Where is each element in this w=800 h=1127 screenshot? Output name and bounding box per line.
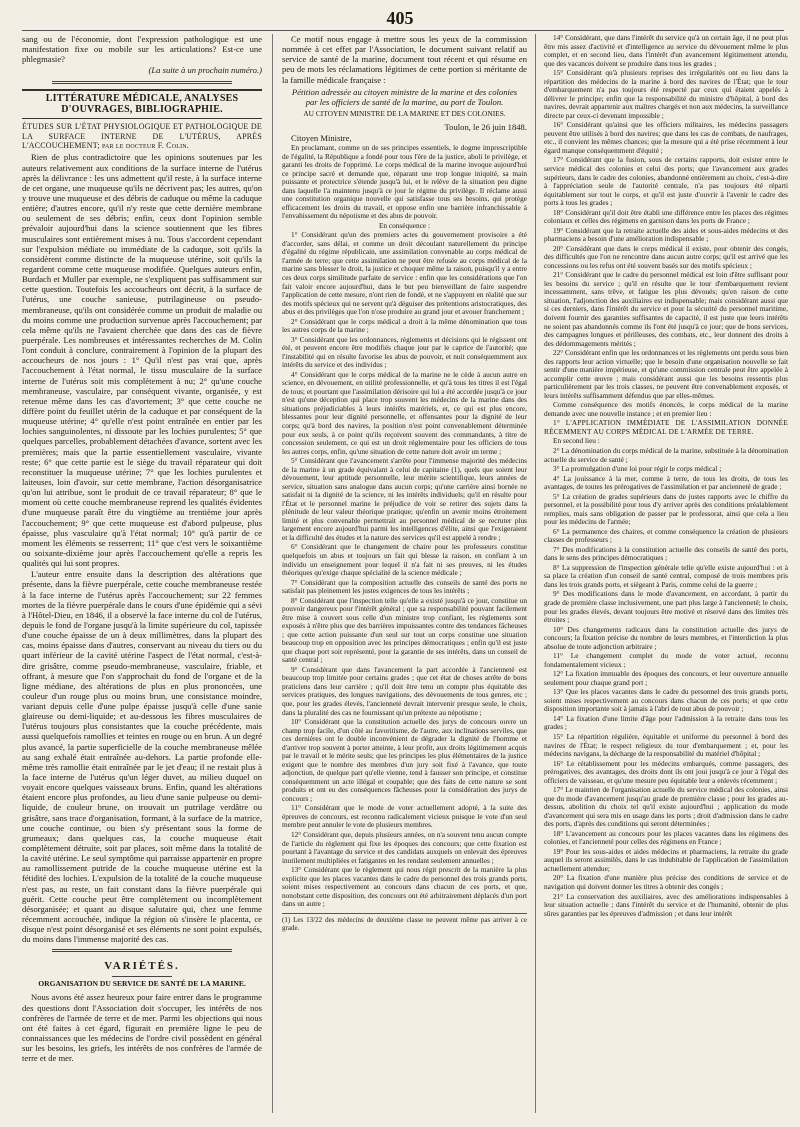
petition-paragraph: 2° Considérant que le corps médical a droit à la même dénomination que tous les autres corps de la marine ; <box>282 316 527 335</box>
top-rule <box>22 30 784 31</box>
petition-paragraph: 6° Considérant que le changement de chaire pour les professeurs constitue quelquefois un abus et toujours un fait qui blesse la raison, en confiant à un individu un enseignement pour lequel il n'a fait ni ses preuves, ni les études théoriques qu'exige chaque spécialité de la science médicale ; <box>282 542 527 578</box>
petition-paragraph: 5° Considérant que l'avancement s'arrête pour l'immense majorité des médecins de la marine à un grade équivalant à celui de capitaine (1), quels que soient leur dévouement, leur aptitude personnelle, leur mérite scientifique, leurs années de service, situation sans analogue dans aucun corps; qu'une carrière ainsi bornée ne satisfait ni la dignité de la science, ni les intérêts individuels; qu'il en résulte pour l'État et le personnel marine le préjudice de voir se retirer des sujets dans la plénitude de leur valeur théorique pratique; qu'enfin un avenir moins étroitement limité et plus convenable permettrait au personnel médical de se recruter plus largement encore aujourd'hui parmi les intelligences d'élite, ainsi que l'exigeraient et la difficulté des études et la nature des services qu'il est appelé à rendre ; <box>282 456 527 542</box>
column-3 <box>544 34 788 1113</box>
continuation-note: (La suite à un prochain numéro.) <box>148 65 262 76</box>
demand-paragraph: 20° Considérant que dans le corps médical il existe, pour obtenir des congés, des difficultés que l'on ne rencontre dans aucun autre corps; qu'il est arrivé que les concessions ou les refus ont été souvent basés sur des motifs spécieux ; <box>544 243 788 270</box>
divider <box>52 949 232 952</box>
article-paragraph: Rien de plus contradictoire que les opinions soutenues par les auteurs relativement aux conditions de la surface interne de l'utérus après la délivrance : les uns admettent qu'il reste, à la surface interne de cet organe, une muqueuse qu'ils ne décrivent pas; les autres, qu'on y trouve une muqueuse et des débris de caduque ou même la caduque entière; d'autres encore, qu'il n'y reste que cette dernière membrane ou seulement de ses débris; enfin, ceux dont l'opinion semble prévaloir aujourd'hui dans la science soutiennent que les fibres musculaires sont entièrement mises à nu. Tous s'accordent cependant sur l'expulsion médiate ou immédiate de la caduque, soit qu'ils la considèrent comme distincte de la muqueuse utérine, soit qu'ils la regardent comme cette muqueuse modifiée. Quelques auteurs enfin, Burdach et Muller par exemple, ne s'expliquent pas suffisamment sur cette question. Toutefois les accoucheurs ont décrit, à la surface de l'utérus, une couche sanieuse, putrilagineuse ou pseudo-membraneuse, qu'ils ont considérée comme un produit de maladie ou du moins comme une production survenue après l'accouchement; par cela même qu'ils ne l'avaient cherchée que dans des cas de fièvre puerpérale. Les nombreuses et intéressantes recherches de M. Colin l'ont conduit à conclure, contrairement à l'opinion de la plupart des accoucheurs de nos jours : 1° Qu'il n'est pas vrai que, après l'accouchement à l'état normal, le tissu musculaire de la surface interne de l'utérus soit mis complètement à nu; 2° qu'une couche membraneuse, vasculaire, par conséquent vivante, organisée, y est retenue même dans les cas d'avortement; 3° que cette couche ne diffère point du feuillet utérin de la caduque et par conséquent de la muqueuse utérine; 4° qu'elle n'est point entraînée en entier par les lochies sanguinolentes, ni dissoute par les lochies purulentes; 5° que quelques parcelles, probablement détachées d'avance, sortent avec les premières; mais que la partie essentiellement vasculaire, vivante reste; 6° que cette partie est le siège du travail réparateur qui doit reconstituer la muqueuse utérine; 7° que les lochies purulentes et laiteuses, loin d'avoir, sur cette membrane, l'action désorganisatrice qu'on lui attribue, sont le produit de ce travail réparateur; 8° que le moment où cette couche membraneuse reprend les qualités évidentes d'une muqueuse paraît être du vingtième au trentième jour après l'accouchement; 9° que cette muqueuse est d'abord pulpeuse, plus épaisse, plus vasculaire qu'à l'état normal; 10° qu'à partir de ce moment les éléments se resserrent; 11° que c'est vers le soixantième ou soixante-dixième jour après l'accouchement qu'elle a repris les qualités qui lui sont propres. <box>22 152 262 569</box>
petition-paragraph: 8° Considérant que l'inspection telle qu'elle a existé jusqu'à ce jour, constitue un pouvoir dangereux pour l'intérêt général ; que sa responsabilité pouvant facilement être mise à couvert sous celle d'un ministre trop confiant, les règlements sont exposés à n'être plus que des barrières impuissantes contre des tendances fâcheuses ; que cette action puissante d'un seul sur tout un corps constitue une situation beaucoup trop en opposition avec les principes démocratiques ; enfin qu'il est juste que chaque port soit représenté, pour la garantie de ses intérêts, dans un conseil de santé central ; <box>282 595 527 665</box>
demand-paragraph: 15° Considérant qu'à plusieurs reprises des irrégularités ont eu lieu dans la répartition des médecins de la marine à bord des navires de l'État; que le tour d'embarquement n'a pas toujours été respecté par ceux qui étaient appelés à délivrer le principe; enfin que la responsabilité du ministre d'hôpital, à bord des navires, devrait appartenir aux maîtres chargés et non aux médecins, la surveillance directe par ceux-ci devenant impossible ; <box>544 68 788 120</box>
demand-paragraph: 13° Que les places vacantes dans le cadre du personnel des trois grands ports, soient mises respectivement au concours dans chacun de ces ports; et que cette disposition importante soit à jamais à l'abri de tout abus de pouvoir ; <box>544 687 788 714</box>
demand-paragraph: Comme conséquence des motifs énoncés, le corps médical de la marine demande avec une nouvelle instance ; et en premier lieu : <box>544 400 788 418</box>
divider <box>112 976 172 977</box>
page-number: 405 <box>386 8 414 28</box>
petition-paragraph: 10° Considérant que la constitution actuelle des jurys de concours ouvre un champ trop facile, d'un côté au favoritisme, de l'autre, aux inclinations serviles, que ces dernières ont le double inconvénient de dégrader la dignité de l'homme et d'arriver trop souvent à porter atteinte, à leur profit, aux droits légitimement acquis par le travail et le mérite seuls; que les principes les plus élémentaires de la justice exigent que le nombre des membres d'un jury soit fixé à l'avance, que toute adjonction, de quelque part qu'elle vienne, tend à fausser son principe, et constitue conséquemment un acte illégal et coupable; que des faits de cette nature se sont produits et ont eu des conséquences fâcheuses pour la considération des jurys de concours ; <box>282 717 527 803</box>
petition-paragraph: 7° Considérant que la composition actuelle des conseils de santé des ports ne satisfait pas pleinement les justes exigences de tous les intérêts ; <box>282 577 527 596</box>
demand-paragraph: 18° Considérant qu'il doit être établi une différence entre les places des régimes coloniaux et celles des régimens en garnison dans les ports de France ; <box>544 207 788 226</box>
column-separator <box>272 34 273 1113</box>
demand-paragraph: 20° La fixation d'une manière plus précise des conditions de service et de navigation qui doivent donner les titres à obtenir des congés ; <box>544 873 788 891</box>
column-separator <box>535 34 536 1113</box>
article-title: ÉTUDES SUR L'ÉTAT PHYSIOLOGIQUE ET PATHOLOGIQUE DE LA SURFACE INTERNE DE L'UTÉRUS, APRÈS L'ACCOUCHEMENT; par le docteur F. Colin. <box>22 122 262 151</box>
demand-paragraph: 14° Considérant, que dans l'intérêt du service qu'à un certain âge, il ne peut plus être mis assez d'activité et d'intelligence au service du dévouement même le plus complet, et en second lieu, dans l'intérêt d'un avancement légitimement attendu, que des vacances doivent se produire dans tous les grades ; <box>544 34 788 68</box>
petition-paragraph: 12° Considérant que, depuis plusieurs années, on n'a souvent tenu aucun compte de l'article du règlement qui fixe les époques des concours; que cette fixation est pourtant à l'avantage du service et des candidats auxquels on enlevait des épreuves inutilement multipliées et fatigantes en les rendant seulement annuelles ; <box>282 829 527 865</box>
petition-paragraph: 1° Considérant qu'un des premiers actes du gouvernement provisoire a été d'accorder, sans délai, et comme un droit découlant naturellement du principe d'égalité du régime républicain, une assimilation convenable au corps médical de l'armée de terre; que cette assimilation ne peut être refusée au corps médical de la marine sans blesser le droit, la justice et choquer même la raison, puisqu'il y a entre ces deux corps similitude parfaite de service : enfin que les considérations que l'on fait valoir encore aujourd'hui, dans le but peu bienveillant de faire suspendre l'application de cette mesure, n'ont rien de fondé, et ne s'appuyent en réalité que sur des motifs spécieux qui ne servent qu'à déguiser des prétentions aristocratiques, des abus et des privilèges que l'on n'ose produire au grand jour et avouer franchement ; <box>282 230 527 317</box>
demand-paragraph: 6° La permanence des chaires, et comme conséquence la création de plusieurs classes de professeurs ; <box>544 526 788 545</box>
petition-intro: Ce motif nous engage à mettre sous les yeux de la commission nommée à cet effet par l'Association, le document suivant relatif au service de santé de la marine, document tout récent et qui résume en peu de mots les réclamations légitimes de cette portion si méritante de la famille médicale française : <box>282 34 527 85</box>
demand-paragraph: 17° Considérant que la fusion, sous de certains rapports, doit exister entre le service médical des colonies et celui des ports; que l'avancement aux grades supérieurs, dans le cadre des colonies, abandonné entièrement au choix, c'est-à-dire à l'appréciation seule de l'autorité centrale, n'a pas toujours été réparti équitablement sur tout le corps, et qu'il est juste d'ouvrir à l'avenir le cadre des ports à tous les grades ; <box>544 155 788 208</box>
column-1 <box>22 34 262 1113</box>
footnote: (1) Les 13/22 des médecins de deuxième classe ne peuvent même pas arriver à ce grade. <box>282 913 527 932</box>
demand-paragraph: 16° Le rétablissement pour les médecins embarqués, comme passagers, des prérogatives, des avantages, des droits dont ils ont joui jusqu'à ce jour à l'égal des officiers de vaisseau, et qu'une mesure peu équitable leur a enlevés récemment ; <box>544 758 788 785</box>
addressee: AU CITOYEN MINISTRE DE LA MARINE ET DES COLONIES. <box>303 108 506 118</box>
demand-paragraph: 16° Considérant qu'ainsi que les officiers militaires, les médecins passagers peuvent être utilisés à bord des navires; que dans les cas de combats, de naufrages, etc., il convient les mêmes chances; que la mesure qui a été prise récemment à leur égard manque conséquemment d'équité ; <box>544 120 788 155</box>
petition-heading: Pétition adressée au citoyen ministre de la marine et des colonies par les officiers de santé de la marine, au port de Toulon. <box>291 86 518 107</box>
varietes-title: VARIÉTÉS. <box>104 960 180 973</box>
petition-paragraph: 4° Considérant que le corps médical de la marine ne le cède à aucun autre en science, en dévouement, en utilité professionnelle, et qu'à tous les titres il est l'égal de tous; et pourtant que l'assimilation dérisoire qui lui a été accordée jusqu'à ce jour n'est qu'une déception qui place trop souvent les médecins de la marine dans des situations préjudiciables à leurs intérêts matériels, et, ce qui est plus encore, blessantes pour leur dignité personnelle, et offensantes pour la dignité de leur corps; qu'à bord des navires, la position n'est point convenablement déterminée pour eux seuls, à ce point qu'ils reçoivent souvent des commandants, à titre de concession seulement, ce qui est un droit réglementaire pour les officiers de tous les autres corps, enfin, qu'une situation de cette nature doit avoir un terme ; <box>282 369 527 456</box>
demand-paragraph: 10° Des changements radicaux dans la constitution actuelle des jurys de concours; la fixation précise du nombre de leurs membres, et l'interdiction la plus absolue de toute adjonction arbitraire ; <box>544 624 788 651</box>
salutation: Citoyen Ministre, <box>291 132 352 143</box>
varietes-subtitle: ORGANISATION DU SERVICE DE SANTÉ DE LA MARINE. <box>38 979 246 989</box>
intro-paragraph: sang ou de l'économie, dont l'expression pathologique est une manifestation fixe ou mobile sur les articulations? Est-ce une phlegmasie? <box>22 34 262 65</box>
demand-paragraph: 18° L'avancement au concours pour les places vacantes dans les régimens des colonies, et l'ancienneté pour celles des régimens en France ; <box>544 828 788 847</box>
petition-paragraph: 3° Considérant que les ordonnances, règlements et décisions qui le régissent ont été, et peuvent encore être modifiés chaque jour par le caprice de l'autorité; que l'instabilité qui en résulte favorise les abus de pouvoir, et nuit conséquemment aux intérêts du service et des individus ; <box>282 334 527 370</box>
demand-paragraph: 19° Considérant que la retraite actuelle des aides et sous-aides médecins et des pharmaciens a besoin d'une amélioration indispensable ; <box>544 225 788 244</box>
demand-paragraph: En second lieu : <box>553 436 600 446</box>
petition-paragraph: En conséquence : <box>378 220 431 230</box>
column-2 <box>282 34 527 1113</box>
demand-paragraph: 19° Pour les sous-aides et aides médecins et pharmaciens, la retraite du grade auquel ils seront assimilés, dans le cas indubitable de l'application de l'assimilation actuellement attendue; <box>544 846 788 873</box>
demand-paragraph: 14° La fixation d'une limite d'âge pour l'admission à la retraite dans tous les grades ; <box>544 713 788 732</box>
varietes-paragraph: Nous avons été assez heureux pour faire entrer dans le programme des questions dont l'Association doit s'occuper, les intérêts de nos confrères de l'armée de terre et de mer. Parmi les objections qui nous ont été faites à cet égard, figurait en première ligne le peu de connaissances que les médecins de l'ordre civil possèdent en général sur les besoins, les griefs, les intérêts de nos confrères de l'armée de terre et de mer. <box>22 992 262 1064</box>
demand-paragraph: 21° La conservation des auxiliaires, avec des améliorations indispensables à leur situation actuelle ; dans l'intérêt du service et de l'humanité, obtenir de plus sûres garanties par les épreuves d'admission ; et dans leur intérêt <box>544 891 788 918</box>
demand-paragraph: 9° Des modifications dans le mode d'avancement, en accordant, à partir du grade de première classe inclusivement, une part plus large à l'ancienneté; le choix, pour les grades élevés, devant toujours être motivé et réservé dans des limites très étroites ; <box>544 589 788 625</box>
article-paragraph: L'auteur entre ensuite dans la description des altérations que présente, dans la fièvre puerpérale, cette couche membraneuse restée à la face interne de l'utérus après l'accouchement; sur 22 femmes mortes de la fièvre puerpérale dans le cours d'une épidémie qui a sévi à l'Hôtel-Dieu, en 1846, il a observé la face interne du col de l'utérus, depuis le fond de l'organe jusqu'à la limite supérieure du col, tapissée d'une couche épaisse de un à deux millimètres, dans la plupart des cas, moins épaisse dans d'autres, conservant au niveau du tiers ou du quart inférieur de la cavité utérine l'aspect de l'état normal, c'est-à-dire grisâtre, comme pseudo-membraneuse, vasculaire, friable, et offrant, à mesure que l'on s'approchait du fond de l'organe et de la ligne médiane, des altérations de plus en plus prononcées, une couleur d'un rouge plus ou moins brun, une consistance moindre, variant depuis celle d'une pulpe épaisse jusqu'à celle d'une sanie glaireuse ou demi-liquide; et au-dessous les fibres musculaires de l'utérus toujours plus consistantes que la couche précédente, mais aussi quelquefois ramollies et teintes en rouge ou en brun. A un degré plus avancé, la partie superficielle de la couche membraneuse mêlée au sang exhalé était entraînée au-dehors. La partie profonde elle-même très ramollie était entraînée par le jet d'eau; il ne restait plus à la face interne de l'utérus qu'un léger duvet, au milieu duquel on voyait encore quelques vaisseaux bruns. Enfin, quand les altérations étaient encore plus profondes, au lieu d'une sanie pulpeuse ou demi-liquide, de couleur brune, on trouvait un putrilage verdâtre ou grisâtre, sans trace d'organisation, formant, à la surface de la matrice, une couche continue, ou bien s'y présentant sous la forme de grumeaux; dans quelques cas, la couche muqueuse était complètement détruite, soit par places, soit même dans la totalité de la cavité utérine. Le seul symptôme qui parraisse appartenir en propre au ramollissement putride de la couche muqueuse utérine est la fétidité des lochies. L'expulsion de la totalité de la couche muqueuse n'est pas, au reste, un fait constant dans la fièvre puerpérale qui guérit. Cette couche peut être complètement ou incomplètement désorganisée; et quant au disque salutaire qui, chez une femme récemment accouchée, indique la région où s'insère le placenta, ce disque n'est point désorganisé et ses éléments ne sont point expulsés, du moins dans l'immense majorité des cas. <box>22 569 262 945</box>
demand-paragraph: 3° La promulgation d'une loi pour régir le corps médical ; <box>553 464 722 474</box>
place-date: Toulon, le 26 juin 1848. <box>444 121 527 132</box>
demand-paragraph: 5° La création de grades supérieurs dans de justes rapports avec le chiffre du personnel, et la possibilité pour tous d'y arriver après des conditions préalablement remplies, mais sans obligation de passer par le professorat, ainsi que cela a lieu pour les médecins de l'armée; <box>544 491 788 527</box>
demand-paragraph: 22° Considérant enfin que les ordonnances et les règlements ont perdu sous bien des rapports leur action virtuelle; que le besoin d'une organisation nouvelle se fait sentir d'une manière impérieuse, et qu'une commission centrale peut être appelée à accomplir cette œuvre ; mais considérant aussi que les besoins ressentis plus particulièrement par les trois classes, ne peuvent être convenablement exposés, et leurs intérêts suffisamment défendus que par elles-mêmes. <box>544 348 788 400</box>
demand-paragraph: 8° La suppression de l'inspection générale telle qu'elle existe aujourd'hui : et à sa place la création d'un conseil de santé central, composé de trois membres pris dans les trois grands ports, et siégeant à Paris, comme celui de la guerre ; <box>544 562 788 589</box>
section-title: LITTÉRATURE MÉDICALE, ANALYSES D'OUVRAGES, BIBLIOGRAPHIE. <box>22 89 262 120</box>
divider <box>52 81 232 84</box>
demand-paragraph: 1° L'APPLICATION IMMÉDIATE DE L'ASSIMILATION DONNÉE RÉCEMMENT AU CORPS MÉDICAL DE L'ARMÉE DE TERRE. <box>544 418 788 436</box>
demand-paragraph: 4° La jouissance à la mer, comme à terre, de tous les droits, de tous les avantages, de toutes les prérogatives de l'assimilation et par ancienneté de grade ; <box>544 473 788 492</box>
demand-paragraph: 12° La fixation immuable des époques des concours, et leur ouverture annuelle seulement pour chaque grand port ; <box>544 669 788 687</box>
demand-paragraph: 2° La dénomination du corps médical de la marine, substituée à la dénomination actuelle du service de santé ; <box>544 445 788 464</box>
demand-paragraph: 17° Le maintien de l'organisation actuelle du service médical des colonies, ainsi que du mode d'avancement jusqu'au grade de première classe ; pour les grades au-dessus, abolition du choix tel qu'il existe aujourd'hui ; application du mode d'avancement qui sera mis en usage dans les ports ; droit d'admission dans le cadre des ports, d'après des conditions qui seront déterminées ; <box>544 785 788 829</box>
petition-paragraph: 9° Considérant que dans l'avancement la part accordée à l'ancienneté est beaucoup trop limitée pour certains grades ; que cet état de choses arrête de bons praticiens dans leur carrière ; qu'il doit être tenu un compte plus équitable des services pratiques, des longues navigations, des dévouements de tous genres, etc ; que, pour les grades élevés, l'ancienneté devrait intervenir presque seule, le choix, dans la pluralité des cas ne fournissant qu'un prétexte au népotisme ; <box>282 664 527 717</box>
demand-paragraph: 21° Considérant que le cadre du personnel médical est loin d'être suffisant pour les besoins du service ; qu'il en résulte que le tour d'embarquement revient incessamment, sans trêve, et fatigue les plus dévoués; qu'en raison de cette situation, l'adjonction des auxiliaires est indispensable; mais considérant aussi que si ces derniers, dans l'intérêt du service et pour la sécurité du personnel maritime, doivent fournir des garanties suffisantes de capacité, il est juste que leurs intérêts ne soient pas abandonnés comme ils l'ont été jusqu'à ce jour; que de bons services, des campagnes longues et périlleuses, des combats, etc., leur donnent des droits à des dédommagements mérités ; <box>544 270 788 348</box>
petition-paragraph: En proclamant, comme un de ses principes essentiels, le dogme imprescriptible de l'égalité, la République a fondé pour tous l'ère de la justice, aboli le privilège, et garanti les droits de l'opprimé. Le corps médical de la marine invoque aujourd'hui ce principe sacré et demande que, réparant une trop longue iniquité, sa main puissante et protectrice s'étende jusqu'à lui, et le relève de la situation peu digne dans laquelle l'a maintenu jusqu'à ce jour le régime du privilège. Il réclame aussi une constitution organique nouvelle qui satisfasse tous ses besoins, qui protège efficacement les droits du travail, et oppose enfin une barrière infranchissable à l'envahissement du népotisme et des abus de pouvoir. <box>282 143 527 221</box>
demand-paragraph: 11° Le changement complet du mode de voter actuel, reconnu fondamentalement vicieux ; <box>544 651 788 669</box>
petition-paragraph: 13° Considérant que le règlement qui nous régit prescrit de la manière la plus explicite que les places vacantes dans le cadre du personnel des trois grands ports, soient mises respectivement au concours dans chacun de ces ports, et que, nonobstant cette disposition, des concours ont été arbitrairement déplacés d'un port dans un autre ; <box>282 865 527 909</box>
demand-paragraph: 15° La répartition régulière, équitable et uniforme du personnel à bord des navires de l'État; le respect religieux du tour d'embarquement ; et, pour les médecins navigans, la décharge de la responsabilité du matériel d'hôpital ; <box>544 731 788 759</box>
petition-paragraph: 11° Considérant que le mode de voter actuellement adopté, à la suite des épreuves de concours, est reconnu radicalement vicieux puisque le vote d'un seul membre peut annuler le vote de plusieurs membres. <box>282 803 527 830</box>
demand-paragraph: 7° Des modifications à la constitution actuelle des conseils de santé des ports, dans le sens des principes démocratiques ; <box>544 544 788 563</box>
